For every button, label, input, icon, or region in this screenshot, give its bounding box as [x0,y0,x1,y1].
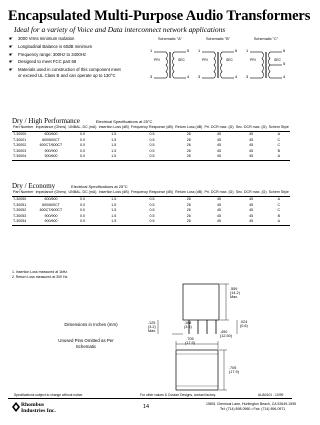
dimensions-heading: Dimensions in Inches (mm) [64,322,118,327]
schematic-a: Schematic "A" 1 3 5 4 PRI SEC [150,46,190,88]
unused-pins-note: Unused Pins Omitted as Per Schematic [58,338,114,349]
company-phone: Tel: (714) 898-0960 • Fax: (714) 896-0971 [220,407,286,411]
pointing-hand-icon: ☛ [9,43,14,49]
feature-item: ☛ Designed to meet FCC part 68 [9,59,77,65]
feature-list [9,36,121,81]
custom-designs-note: For other values & Custom Designs, contact factory. [140,393,216,397]
depth-dim: .490 (12.50) [220,330,233,339]
width-dim: .705 (17.9) [185,337,195,346]
page-number: 14 [143,404,150,410]
pointing-hand-icon: ☛ [9,51,14,57]
transformer-symbol-icon [198,46,238,88]
side-view-drawing [150,282,280,340]
table-row: T-30054 900/600 0.0 1.5 0.5 26 45 45 A [12,219,290,225]
document-code: AUA0101 - 10/99 [258,393,284,397]
pin-length-dim: .125 (3.2) Max. [148,321,157,334]
transformer-symbol-icon [246,46,286,88]
pointing-hand-icon: ☛ [9,59,14,65]
top-view-drawing [150,340,290,396]
page-title: Encapsulated Multi-Purpose Audio Transformers [8,8,311,24]
table-row: T-30051 600/600CT 0.0 1.5 0.5 26 45 45 C [13,202,281,207]
table-row: T-30050 600/600 0.0 1.5 0.5 26 45 45 A [13,196,281,201]
pointing-hand-icon: ☛ [9,67,14,73]
section-title-dry-economy: Dry / Economy Electrical Specifications at 25°C [12,182,128,190]
table-row: T-30052 600CT/600CT 0.0 1.5 0.5 26 45 45 C [13,208,281,213]
table-row: T-30053 900/900 0.0 1.5 0.5 26 45 45 B [13,213,281,218]
table-row: T-30002 600CT/600CT 0.0 1.5 0.5 26 45 45 C [13,143,281,148]
footnotes: 1. Insertion Loss measured at 1kHz. 2. Return Loss measured at 300 Hz. [12,270,69,279]
feature-item: ☛ Frequency range: 300Hz to 3400Hz [9,51,87,57]
pointing-hand-icon: ☛ [9,36,14,41]
page-subtitle: Ideal for a variety of Voice and Data interconnect network applications [14,25,226,34]
schematic-c: Schematic "C" 1 3 6 5 4 PRI SEC [246,46,286,88]
company-name: Rhombus Industries Inc. [21,402,56,414]
company-address: 15801 Chemical Lane, Huntington Beach, CA 92649-1595 [206,402,297,406]
spec-change-note: Specifications subject to change without notice. [14,393,84,397]
feature-item: ☛ Longitudinal Balance is 60dB minimum [9,43,93,49]
section-title-dry-high: Dry / High Performance Electrical Specifications at 25°C [12,117,153,125]
schematic-b: Schematic "B" 1 3 6 4 PRI SEC [198,46,238,88]
table-row: T-30003 900/900 0.0 1.5 0.5 26 45 45 B [13,148,281,153]
pin-dia-dim: .024 (0.6) [240,320,248,329]
spec-table-dry-high: Part Number Impedance (Ohms) UNBAL. DC (mA) Insertion Loss (dB) Frequency Response (dB) Return Loss (dB) Pri. DCR max. (Ω) Sec. DCR max. (Ω) Schem Style T-30000 600/600 0.0 1.5 0.5 26 45 45 A T-30001 600/600CT 0.0 1.5 0.5 26 45 45 C T-30002 600CT/600CT 0.0 1.5 0.5 26 45 45 C T-30003 900/900 0.0 1.5 0.5 26 45 45 B T-30004 900/600 0.0 1.5 0.5 26 45 45 A [12,126,290,161]
height-dim: .559 (14.2) Max. [230,287,240,300]
feature-item: ☛ Materials used in construction of this component meet or exceed UL Class B and can operate up to 130°C [9,67,121,78]
table-row: T-30004 900/600 0.0 1.5 0.5 26 45 45 A [12,154,290,160]
feature-item: ☛ 3000 Vrms minimum Isolation [9,36,75,41]
spec-table-dry-economy: Part Number Impedance (Ohms) UNBAL. DC (mA) Insertion Loss (dB) Frequency Response (dB) Return Loss (dB) Pri. DCR max. (Ω) Sec. DCR max. (Ω) Schem Style T-30050 600/600 0.0 1.5 0.5 26 45 45 A T-30051 600/600CT 0.0 1.5 0.5 26 45 45 C T-30052 600CT/600CT 0.0 1.5 0.5 26 45 45 C T-30053 900/900 0.0 1.5 0.5 26 45 45 B T-30054 900/600 0.0 1.5 0.5 26 45 45 A [12,191,290,226]
pin-spacing-dim: .168 (3.5) [184,321,192,330]
side-dim: .705 (17.9) [229,366,239,375]
table-row: T-30000 600/600 0.0 1.5 0.5 26 45 45 A [13,131,281,136]
table-row: T-30001 600/600CT 0.0 1.5 0.5 26 45 45 C [13,137,281,142]
footer-divider [8,398,292,399]
rhombus-logo-icon [11,401,21,413]
transformer-symbol-icon [150,46,190,88]
